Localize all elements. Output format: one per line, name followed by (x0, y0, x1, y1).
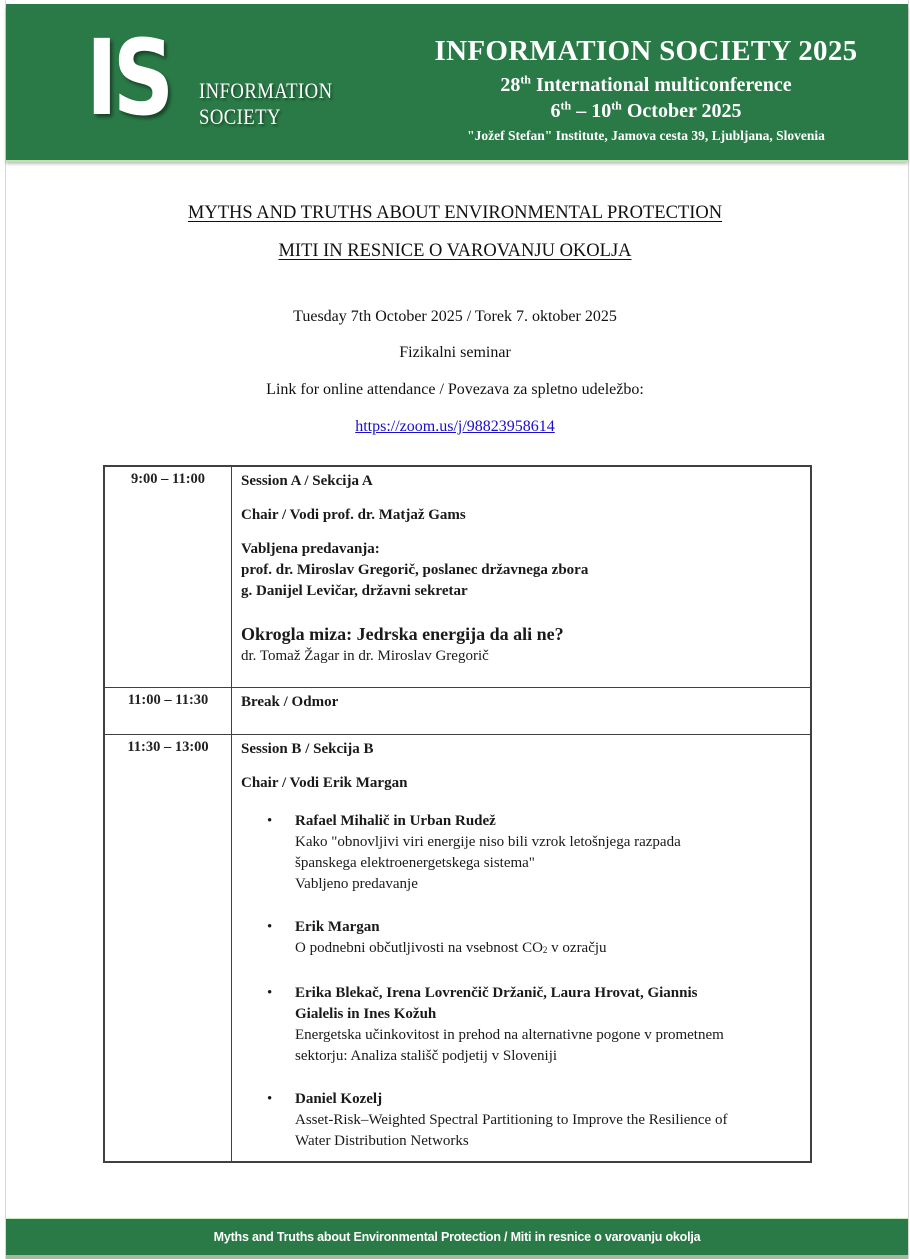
talk-title-line: Asset-Risk–Weighted Spectral Partitioning to Improve the Resilience of (295, 1112, 728, 1128)
talk-item (241, 1089, 804, 1152)
talk-item (241, 811, 804, 895)
footer-edge (6, 1255, 908, 1259)
logo-text-line-2: SOCIETY (199, 104, 281, 129)
session-chair: Chair / Vodi Erik Margan (241, 775, 408, 791)
talk-title-line: Water Distribution Networks (295, 1133, 469, 1149)
talk-title-line: Kako "obnovljivi viri energije niso bili vzrok letošnjega razpada (295, 834, 681, 850)
time-slot: 9:00 – 11:00 (105, 467, 232, 687)
edition-text: International multiconference (530, 74, 792, 96)
date-rest: October 2025 (621, 100, 742, 122)
schedule-row-session-b (105, 735, 810, 1161)
conference-dates (386, 98, 906, 124)
date-start-suffix: th (560, 98, 572, 113)
bullet-icon: • (267, 1091, 273, 1107)
bullet-icon: • (267, 813, 273, 829)
conference-edition (386, 72, 906, 98)
footer-text: Myths and Truths about Environmental Protection / Miti in resnice o varovanju okolja (213, 1230, 701, 1244)
talk-authors-line: Erika Blekač, Irena Lovrenčič Držanič, Laura Hrovat, Giannis (295, 985, 698, 1001)
talk-title (295, 938, 804, 961)
event-date: Tuesday 7th October 2025 / Torek 7. oktober 2025 (293, 308, 617, 325)
roundtable-speakers: dr. Tomaž Žagar in dr. Miroslav Gregorič (241, 648, 489, 664)
event-title-english: MYTHS AND TRUTHS ABOUT ENVIRONMENTAL PROTECTION (187, 203, 723, 223)
session-chair: Chair / Vodi prof. dr. Matjaž Gams (241, 507, 466, 523)
time-slot: 11:00 – 11:30 (105, 688, 232, 734)
talk-item (241, 983, 804, 1067)
session-a-content (241, 471, 804, 667)
session-b-content (241, 739, 804, 1152)
talk-title-line: sektorju: Analiza stališč podjetij v Sloveniji (295, 1048, 558, 1064)
date-start: 6 (550, 100, 561, 122)
logo-mark: IS (86, 17, 170, 139)
invited-speaker: g. Danijel Levičar, državni sekretar (241, 583, 468, 599)
bullet-icon: • (267, 919, 273, 935)
conference-info (386, 34, 906, 146)
invited-talks-label: Vabljena predavanja: (241, 541, 380, 557)
talk-authors-line: Gialelis in Ines Kožuh (295, 1006, 437, 1022)
break-content (241, 692, 804, 713)
talk-authors: Rafael Mihalič in Urban Rudež (295, 813, 496, 829)
invited-speaker: prof. dr. Miroslav Gregorič, poslanec državnega zbora (241, 562, 589, 578)
talk-title-part: O podnebni občutljivosti na vsebnost CO (295, 940, 543, 956)
page-footer-banner (6, 1219, 908, 1255)
talk-item (241, 917, 804, 961)
logo-text-line-1: INFORMATION (199, 78, 333, 103)
event-venue: Fizikalni seminar (399, 344, 511, 361)
edition-number: 28 (500, 74, 521, 96)
edition-suffix: th (520, 72, 531, 87)
talk-title-line: Energetska učinkovitost in prehod na alternativne pogone v prometnem (295, 1027, 724, 1043)
session-name: Session B / Sekcija B (241, 741, 374, 757)
talk-title-line: španskega elektroenergetskega sistema" (295, 855, 535, 871)
talk-list (241, 811, 804, 1152)
roundtable-title: Okrogla miza: Jedrska energija da ali ne? (241, 624, 564, 644)
zoom-meeting-link[interactable]: https://zoom.us/j/98823958614 (355, 418, 555, 435)
online-attendance-label: Link for online attendance / Povezava za spletno udeležbo: (266, 381, 644, 398)
information-society-logo (86, 17, 376, 150)
bullet-icon: • (267, 985, 273, 1001)
talk-authors: Erik Margan (295, 919, 380, 935)
schedule-row-session-a (105, 467, 810, 688)
talk-title-part: v ozračju (547, 940, 607, 956)
talk-note: Vabljeno predavanje (295, 876, 418, 892)
talk-authors: Daniel Kozelj (295, 1091, 383, 1107)
date-mid: – 10 (571, 100, 612, 122)
schedule-table (103, 465, 812, 1163)
online-link-container (0, 418, 910, 436)
conference-title: INFORMATION SOCIETY 2025 (434, 35, 858, 67)
event-title-slovene: MITI IN RESNICE O VAROVANJU OKOLJA (278, 241, 632, 261)
date-end-suffix: th (611, 98, 622, 113)
time-slot: 11:30 – 13:00 (105, 735, 232, 1161)
conference-address: "Jožef Stefan" Institute, Jamova cesta 39, Ljubljana, Slovenia (467, 128, 825, 143)
break-label: Break / Odmor (241, 694, 339, 710)
conference-header-banner (6, 4, 908, 160)
session-name: Session A / Sekcija A (241, 473, 373, 489)
schedule-row-break (105, 688, 810, 735)
subscript: 2 (542, 945, 548, 955)
